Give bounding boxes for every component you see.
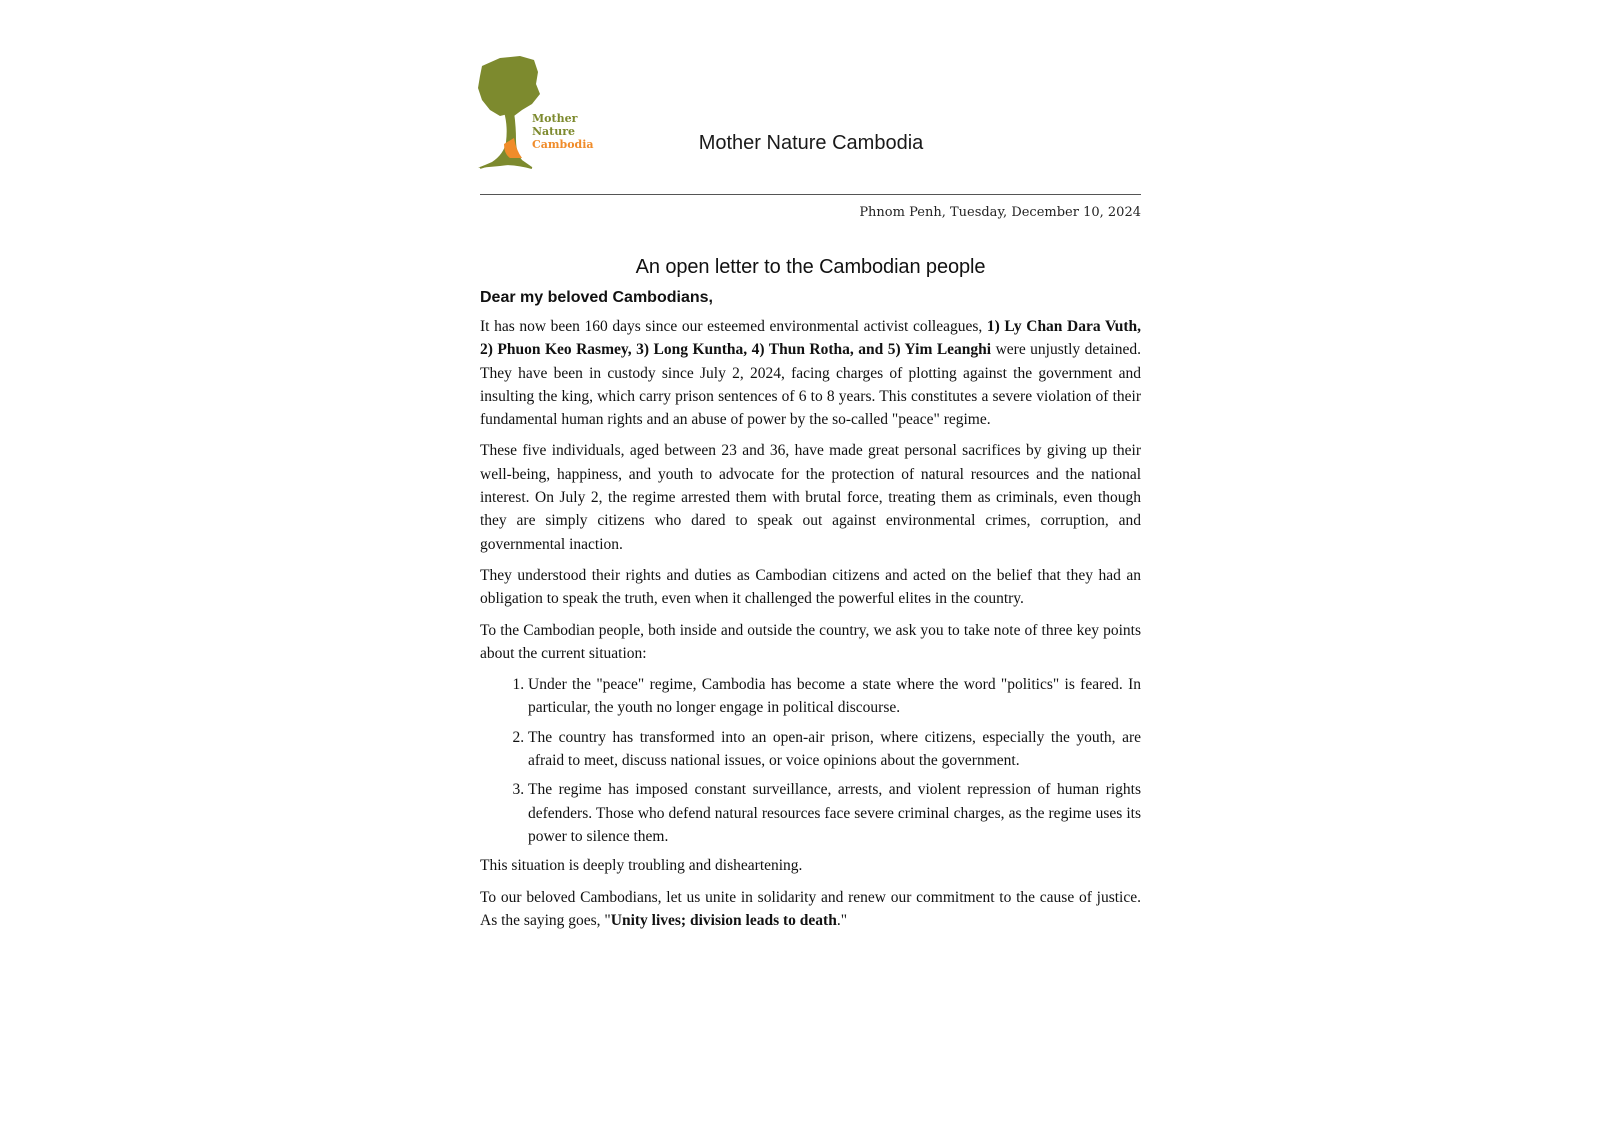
dateline: Phnom Penh, Tuesday, December 10, 2024	[859, 205, 1141, 220]
list-item: 3. The regime has imposed constant surveillance, arrests, and violent repression of human rights defenders. Those who defend natural resources face severe criminal charges, as the regime uses its power to silence them.	[528, 778, 1141, 848]
key-points-list	[480, 673, 1141, 848]
paragraph-6-intro: To our beloved Cambodians, let us unite in solidarity and renew our commitment to the cause of justice. As the saying goes, "	[480, 888, 1141, 929]
list-item: 2. The country has transformed into an open-air prison, where citizens, especially the youth, are afraid to meet, discuss national issues, or voice opinions about the government.	[528, 726, 1141, 773]
paragraph-2: These five individuals, aged between 23 and 36, have made great personal sacrifices by giving up their well-being, happiness, and youth to advocate for the protection of natural resources and the national interest. On July 2, the regime arrested them with brutal force, treating them as criminals, even though they are simply citizens who dared to speak out against environmental crimes, corruption, and governmental inaction.	[480, 442, 1141, 553]
logo-line-1: Mother	[532, 112, 578, 125]
detained-names: 1) Ly Chan Dara Vuth, 2) Phuon Keo Rasmey, 3) Long Kuntha, 4) Thun Rotha, and 5) Yim Leanghi	[480, 318, 1142, 359]
letter-header	[480, 52, 1141, 194]
paragraph-5: This situation is deeply troubling and disheartening.	[480, 857, 803, 875]
organization-title: Mother Nature Cambodia	[698, 132, 924, 154]
paragraph-1	[480, 315, 1141, 431]
list-item: 1. Under the "peace" regime, Cambodia has become a state where the word "politics" is feared. In particular, the youth no longer engage in political discourse.	[528, 673, 1141, 720]
logo-line-2: Nature	[532, 125, 576, 138]
paragraph-1-intro: It has now been 160 days since our esteemed environmental activist colleagues,	[480, 318, 987, 335]
paragraph-4: To the Cambodian people, both inside and outside the country, we ask you to take note of three key points about the current situation:	[480, 621, 1141, 662]
logo-line-3: Cambodia	[532, 138, 594, 151]
header-divider	[480, 194, 1141, 195]
letter-title: An open letter to the Cambodian people	[635, 256, 986, 278]
paragraph-6-end: ."	[836, 911, 848, 929]
paragraph-1-rest: were unjustly detained. They have been in custody since July 2, 2024, facing charges of plotting against the government and insulting the king, which carry prison sentences of 6 to 8 years. This constitutes a severe violation of their fundamental human rights and an abuse of power by the so-called "peace" regime.	[480, 341, 1141, 429]
paragraph-3: They understood their rights and duties as Cambodian citizens and acted on the belief that they had an obligation to speak the truth, even when it challenged the powerful elites in the country.	[480, 566, 1141, 608]
salutation: Dear my beloved Cambodians,	[480, 289, 713, 306]
unity-quote: Unity lives; division leads to death	[610, 911, 837, 929]
letter-page	[480, 52, 1141, 932]
paragraph-6	[480, 886, 1141, 933]
